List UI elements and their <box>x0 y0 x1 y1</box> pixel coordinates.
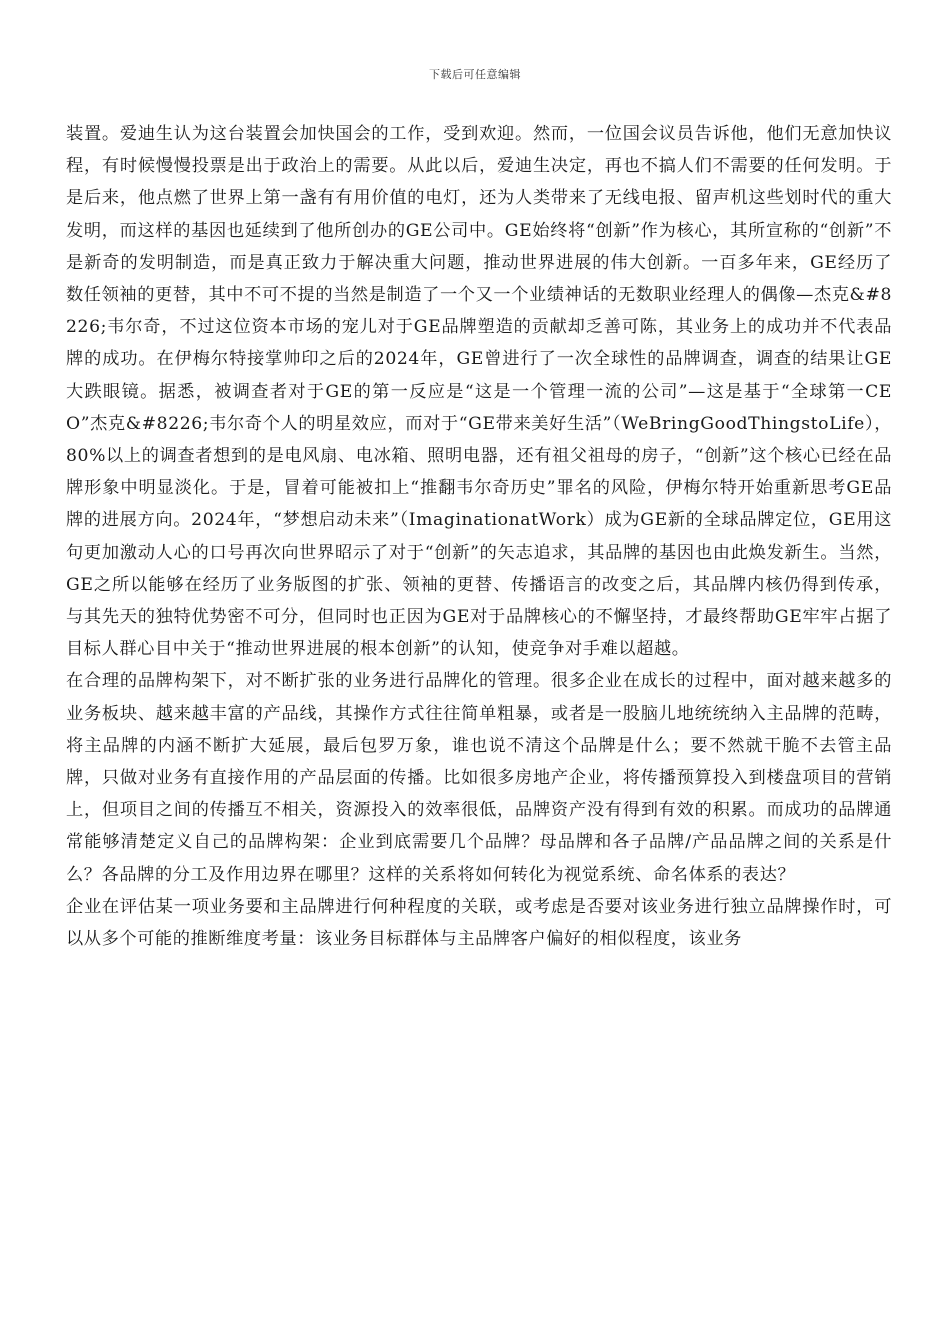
body-text <box>66 118 892 955</box>
paragraph-ge-innovation: 装置。爱迪生认为这台装置会加快国会的工作，受到欢迎。然而，一位国会议员告诉他，他们无意加快议程，有时候慢慢投票是出于政治上的需要。从此以后，爱迪生决定，再也不搞人们不需要的任何发明。于是后来，他点燃了世界上第一盏有有用价值的电灯，还为人类带来了无线电报、留声机这些划时代的重大发明，而这样的基因也延续到了他所创办的GE公司中。GE始终将“创新”作为核心，其所宣称的“创新”不是新奇的发明制造，而是真正致力于解决重大问题，推动世界进展的伟大创新。一百多年来，GE经历了数任领袖的更替，其中不可不提的当然是制造了一个又一个业绩神话的无数职业经理人的偶像—杰克&#8226;韦尔奇，不过这位资本市场的宠儿对于GE品牌塑造的贡献却乏善可陈，其业务上的成功并不代表品牌的成功。在伊梅尔特接掌帅印之后的2024年，GE曾进行了一次全球性的品牌调查，调查的结果让GE大跌眼镜。据悉，被调查者对于GE的第一反应是“这是一个管理一流的公司”—这是基于“全球第一CEO”杰克&#8226;韦尔奇个人的明星效应，而对于“GE带来美好生活”（WeBringGoodThingstoLife），80%以上的调查者想到的是电风扇、电冰箱、照明电器，还有祖父祖母的房子，“创新”这个核心已经在品牌形象中明显淡化。于是，冒着可能被扣上“推翻韦尔奇历史”罪名的风险，伊梅尔特开始重新思考GE品牌的进展方向。2024年，“梦想启动未来”（ImaginationatWork）成为GE新的全球品牌定位，GE用这句更加激动人心的口号再次向世界昭示了对于“创新”的矢志追求，其品牌的基因也由此焕发新生。当然，GE之所以能够在经历了业务版图的扩张、领袖的更替、传播语言的改变之后，其品牌内核仍得到传承，与其先天的独特优势密不可分，但同时也正因为GE对于品牌核心的不懈坚持，才最终帮助GE牢牢占据了目标人群心目中关于“推动世界进展的根本创新”的认知，使竞争对手难以超越。 <box>66 124 892 660</box>
paragraph-business-evaluation: 企业在评估某一项业务要和主品牌进行何种程度的关联，或考虑是否要对该业务进行独立品牌操作时，可以从多个可能的推断维度考量：该业务目标群体与主品牌客户偏好的相似程度，该业务 <box>66 896 892 950</box>
paragraph-brand-architecture: 在合理的品牌构架下，对不断扩张的业务进行品牌化的管理。很多企业在成长的过程中，面对越来越多的业务板块、越来越丰富的产品线，其操作方式往往简单粗暴，或者是一股脑儿地统统纳入主品牌的范畴，将主品牌的内涵不断扩大延展，最后包罗万象，谁也说不清这个品牌是什么；要不然就干脆不去管主品牌，只做对业务有直接作用的产品层面的传播。比如很多房地产企业，将传播预算投入到楼盘项目的营销上，但项目之间的传播互不相关，资源投入的效率很低，品牌资产没有得到有效的积累。而成功的品牌通常能够清楚定义自己的品牌构架：企业到底需要几个品牌？母品牌和各子品牌/产品品牌之间的关系是什么？各品牌的分工及作用边界在哪里？这样的关系将如何转化为视觉系统、命名体系的表达？ <box>66 671 892 885</box>
header-note: 下载后可任意编辑 <box>429 68 521 81</box>
